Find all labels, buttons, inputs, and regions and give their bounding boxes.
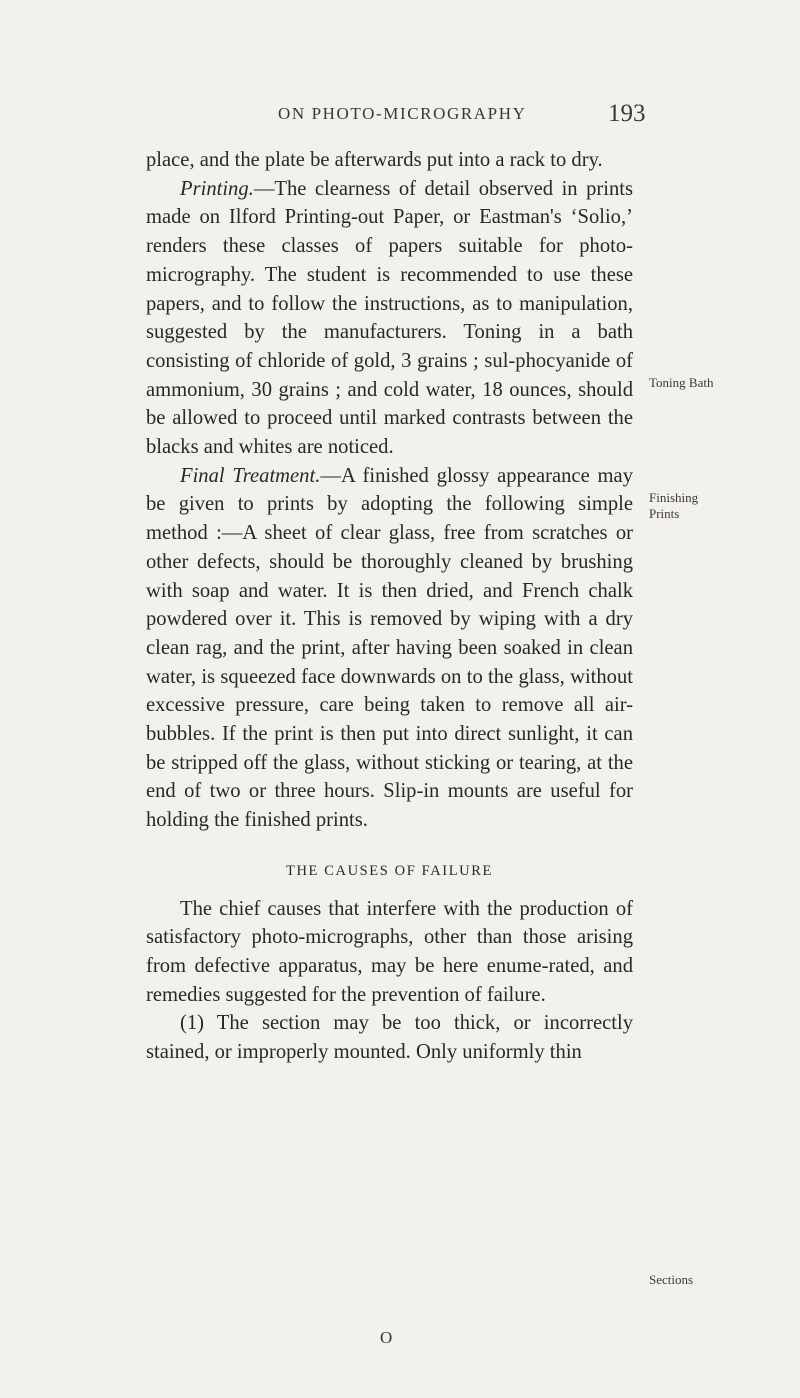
section-heading: THE CAUSES OF FAILURE (286, 862, 493, 879)
margin-note-sections: Sections (649, 1272, 694, 1287)
final-treatment-subhead: Final Treatment. (180, 464, 321, 487)
paragraph-item-1: (1) The section may be too thick, or incorrectly stained, or improperly mounted. Only uniformly thin (146, 1012, 633, 1064)
paragraph-continuation: place, and the plate be afterwards put into a rack to dry. (146, 149, 603, 171)
margin-note-toning: Toning Bath (649, 375, 714, 390)
margin-note-finishing: Finishing Prints (649, 490, 699, 521)
page-header (0, 100, 800, 130)
page-number: 193 (608, 100, 646, 127)
paragraph-causes: The chief causes that interfere with the production of satisfactory photo-micrographs, other than those arising from defective apparatus, may be here enume-rated, and remedies suggested for the prevention of failure. (146, 897, 633, 1006)
printing-text: —The clearness of detail observed in prints made on Ilford Printing-out Paper, or Eastman's ‘Solio,’ renders these classes of papers suitable for photo-micrography. The student is recommended to use these papers, and to follow the instructions, as to manipulation, suggested by the manufacturers. Toning in a bath consisting of chloride of gold, 3 grains ; sul-phocyanide of ammonium, 30 grains ; and cold water, 18 ounces, should be allowed to proceed until marked contrasts between the blacks and whites are noticed. (146, 177, 633, 459)
printing-subhead: Printing. (180, 177, 254, 200)
final-treatment-text: —A finished glossy appearance may be given to prints by adopting the following simple method :—A sheet of clear glass, free from scratches or other defects, should be thoroughly cleaned by brushing with soap and water. It is then dried, and French chalk powdered over it. This is removed by wiping with a dry clean rag, and the print, after having been soaked in clean water, is squeezed face downwards on to the glass, without excessive pressure, care being taken to remove all air-bubbles. If the print is then put into direct sunlight, it can be stripped off the glass, without sticking or tearing, at the end of two or three hours. Slip-in mounts are useful for holding the finished prints. (146, 464, 633, 832)
body-text (146, 146, 633, 1067)
signature-mark: O (380, 1328, 393, 1347)
paragraph-final-treatment (146, 462, 633, 835)
running-head: ON PHOTO-MICROGRAPHY (278, 104, 527, 123)
paragraph-printing (146, 175, 633, 462)
